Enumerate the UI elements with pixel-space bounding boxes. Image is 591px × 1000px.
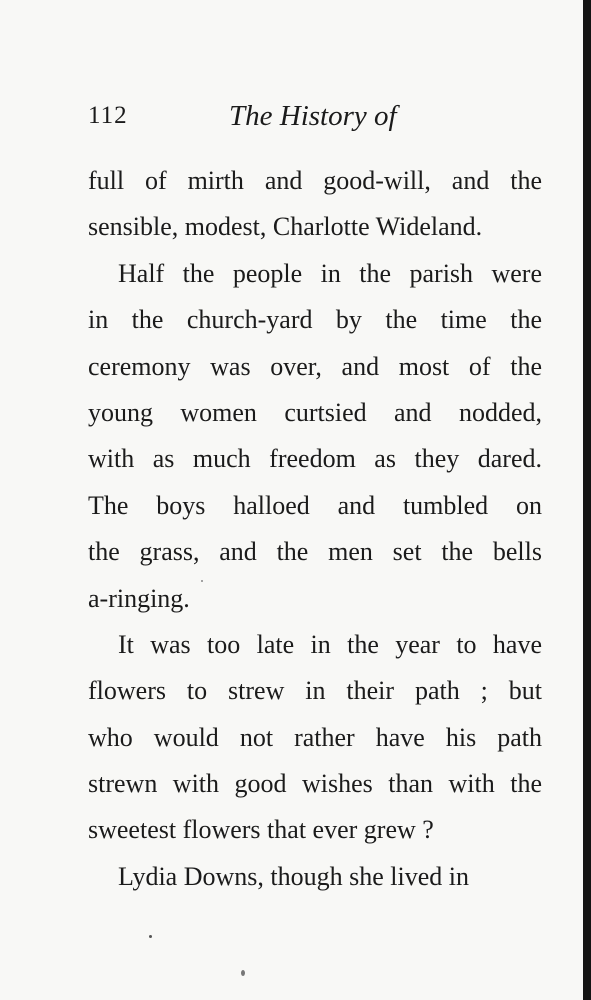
paragraph bbox=[88, 158, 542, 251]
running-title: The History of bbox=[229, 100, 397, 132]
ink-speck bbox=[149, 935, 152, 938]
text-line: ceremony was over, and most of the bbox=[88, 351, 542, 381]
text-line: flowers to strew in their path ; but bbox=[88, 676, 542, 706]
text-line: in the church-yard by the time the bbox=[88, 305, 542, 335]
text-line: young women curtsied and nodded, bbox=[88, 397, 542, 427]
page-number: 112 bbox=[88, 102, 128, 129]
ink-speck bbox=[201, 580, 203, 582]
text-line: Half the people in the parish were bbox=[118, 258, 542, 288]
text-line: Lydia Downs, though she lived in bbox=[118, 861, 469, 891]
paragraph bbox=[88, 251, 542, 622]
text-line: It was too late in the year to have bbox=[118, 629, 542, 659]
text-line: with as much freedom as they dared. bbox=[88, 444, 542, 474]
text-line: a-ringing. bbox=[88, 583, 190, 613]
text-line: sweetest flowers that ever grew ? bbox=[88, 815, 434, 845]
scan-frame-edge bbox=[583, 0, 591, 1000]
paragraph bbox=[88, 854, 542, 900]
paragraph bbox=[88, 622, 542, 854]
page-header bbox=[88, 98, 538, 134]
text-line: sensible, modest, Charlotte Wideland. bbox=[88, 212, 483, 242]
text-line: who would not rather have his path bbox=[88, 722, 542, 752]
text-line: strewn with good wishes than with the bbox=[88, 769, 542, 799]
text-line: The boys halloed and tumbled on bbox=[88, 490, 542, 520]
text-line: the grass, and the men set the bells bbox=[88, 537, 542, 567]
body-text bbox=[88, 158, 542, 900]
text-line: full of mirth and good-will, and the bbox=[88, 166, 542, 195]
ink-speck bbox=[241, 970, 245, 976]
